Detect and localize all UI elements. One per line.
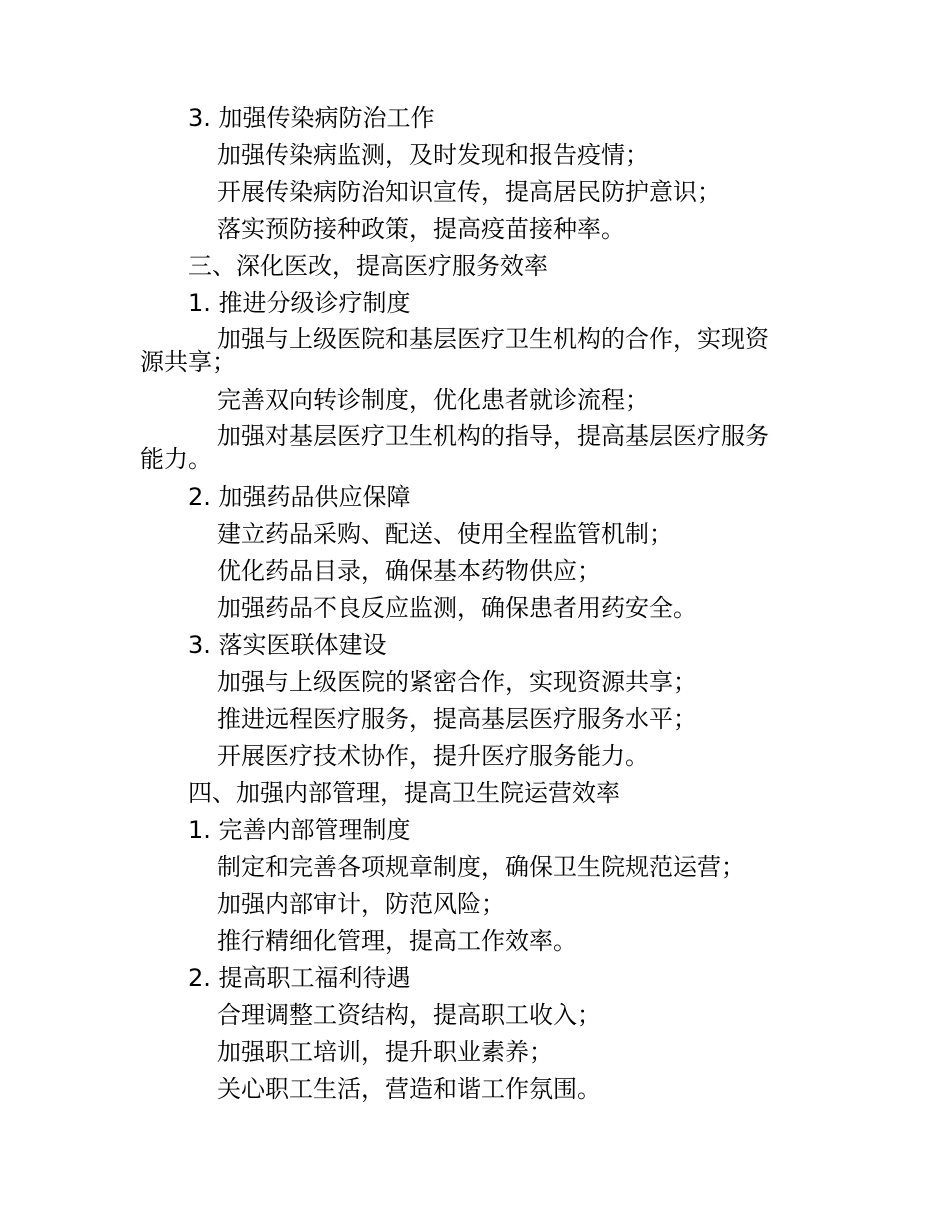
list-item: 制定和完善各项规章制度，确保卫生院规范运营； (217, 853, 745, 881)
list-item: 建立药品采购、配送、使用全程监管机制； (217, 520, 673, 548)
list-item: 开展传染病防治知识宣传，提高居民防护意识； (217, 178, 721, 206)
list-item: 关心职工生活，营造和谐工作氛围。 (217, 1075, 601, 1103)
list-item: 加强与上级医院的紧密合作，实现资源共享； (217, 668, 697, 696)
subsection-title: 1. 完善内部管理制度 (188, 816, 411, 844)
list-item: 加强传染病监测，及时发现和报告疫情； (217, 141, 649, 169)
document-body (140, 100, 790, 1108)
list-item: 加强药品不良反应监测，确保患者用药安全。 (217, 594, 697, 622)
section-heading: 三、深化医改，提高医疗服务效率 (188, 252, 548, 280)
subsection-title: 2. 加强药品供应保障 (188, 483, 411, 511)
list-item: 开展医疗技术协作，提升医疗服务能力。 (217, 742, 649, 770)
list-item: 合理调整工资结构，提高职工收入； (217, 1001, 601, 1029)
list-item: 推行精细化管理，提高工作效率。 (217, 927, 577, 955)
list-item: 加强职工培训，提升职业素养； (217, 1038, 553, 1066)
subsection-title: 3. 落实医联体建设 (188, 631, 387, 659)
list-item: 完善双向转诊制度，优化患者就诊流程； (217, 386, 649, 414)
list-item: 推进远程医疗服务，提高基层医疗服务水平； (217, 705, 697, 733)
subsection-title: 1. 推进分级诊疗制度 (188, 289, 411, 317)
list-item: 加强对基层医疗卫生机构的指导，提高基层医疗服务能力。 (140, 422, 769, 473)
list-item: 优化药品目录，确保基本药物供应； (217, 557, 601, 585)
list-item: 落实预防接种政策，提高疫苗接种率。 (217, 215, 625, 243)
list-item: 加强内部审计，防范风险； (217, 890, 505, 918)
section-heading: 四、加强内部管理，提高卫生院运营效率 (188, 779, 620, 807)
subsection-title: 3. 加强传染病防治工作 (188, 104, 435, 132)
subsection-title: 2. 提高职工福利待遇 (188, 964, 411, 992)
list-item: 加强与上级医院和基层医疗卫生机构的合作，实现资源共享； (140, 325, 769, 376)
